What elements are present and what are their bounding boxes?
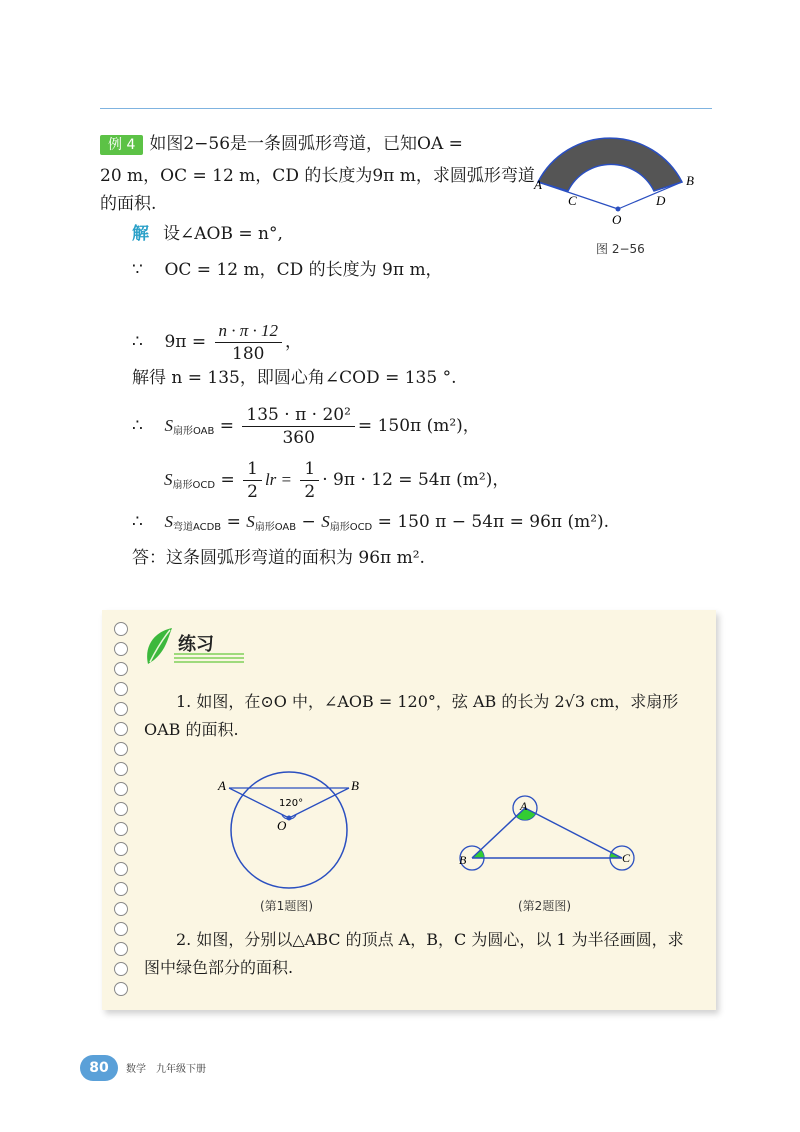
solution-set: 设∠AOB = n°, [163, 224, 283, 244]
q1-label-b: B [351, 778, 359, 793]
therefore-symbol-2: ∴ [132, 416, 143, 436]
radius-ob [618, 182, 682, 209]
q1-angle-label: 120° [279, 798, 304, 809]
side-ac [525, 808, 622, 858]
binder-ring [114, 642, 128, 656]
question-1-line-2: OAB 的面积. [144, 720, 239, 739]
eq3-fraction-2 [300, 458, 319, 503]
eq1-fraction [215, 320, 283, 365]
question-1-line-1: 1. 如图，在⊙O 中，∠AOB = 120°，弦 AB 的长为 2√3 cm，求扇形 [176, 692, 679, 711]
fig-label-b: B [686, 173, 694, 188]
binder-ring [114, 822, 128, 836]
binder-ring [114, 722, 128, 736]
binder-ring [114, 762, 128, 776]
binder-ring [114, 802, 128, 816]
fig-label-c: C [568, 193, 577, 208]
binder-ring [114, 882, 128, 896]
eq1-numerator: n · π · 12 [215, 320, 283, 343]
practice-title: 练习 [178, 634, 214, 655]
arc-road-region [538, 138, 682, 191]
center-point-o [287, 816, 292, 821]
eq4-s2: S [246, 512, 255, 531]
figure-question-1 [215, 770, 365, 890]
fig-label-d: D [656, 193, 666, 208]
solution-line-1 [132, 222, 283, 246]
binder-ring [114, 902, 128, 916]
eq2-denominator: 360 [282, 428, 315, 448]
example-line-1 [100, 132, 463, 156]
solution-line-4: 解得 n = 135，即圆心角∠COD = 135 °. [132, 368, 457, 388]
binder-ring [114, 962, 128, 976]
eq2-sub: 扇形OAB [172, 426, 215, 437]
eq3-right: · 9π · 12 = 54π (m²)， [322, 470, 510, 490]
example-text-1: 如图2−56是一条圆弧形弯道，已知OA = [149, 134, 463, 154]
eq4-sub3: 扇形OCD [329, 522, 373, 533]
center-point-o [616, 207, 621, 212]
eq1-left: 9π = [164, 332, 207, 352]
eq3-fraction-1 [243, 458, 262, 503]
solution-given: OC = 12 m，CD 的长度为 9π m， [164, 260, 443, 280]
question-2-line-1: 2. 如图，分别以△ABC 的顶点 A，B，C 为圆心，以 1 为半径画圆，求 [176, 930, 684, 949]
binder-ring [114, 982, 128, 996]
q1-label-o: O [277, 818, 287, 833]
binder-ring [114, 742, 128, 756]
fig-label-a: A [534, 177, 542, 192]
figure-question-2 [450, 790, 640, 880]
eq3-denominator-2: 2 [304, 482, 316, 502]
example-line-3: 的面积. [100, 194, 157, 214]
radius-oa [538, 182, 618, 209]
eq1-tail: ， [285, 332, 303, 352]
figure-2-56-caption: 图 2−56 [596, 242, 645, 256]
binder-ring [114, 842, 128, 856]
eq2-right: = 150π (m²)， [357, 416, 480, 436]
therefore-symbol-3: ∴ [132, 512, 143, 532]
eq4-sub1: 弯道ACDB [172, 522, 222, 533]
page-number: 80 [80, 1055, 118, 1081]
q2-label-b: B [459, 853, 467, 867]
eq3-denominator-1: 2 [247, 482, 258, 502]
because-symbol: ∵ [132, 260, 143, 280]
q2-label-c: C [622, 851, 631, 865]
binder-ring [114, 682, 128, 696]
equation-3: $S_{扇形OCD}$ = $\frac{1}{2}$ lr = $\frac{1}{2}$ · 9π · 12 = 54π (m²)， [164, 459, 510, 502]
binder-ring [114, 862, 128, 876]
q1-label-a: A [218, 778, 226, 793]
eq4-sub2: 扇形OAB [254, 522, 297, 533]
equation-1 [132, 320, 302, 365]
circle-o [231, 772, 347, 888]
equation-2: ∴ $S_{扇形OAB}$ = $\frac{\text{135 · π · 20²}}{360}$ = 150π (m²)， [132, 405, 480, 448]
binder-ring [114, 942, 128, 956]
solution-line-2 [132, 258, 443, 282]
binder-ring [114, 782, 128, 796]
fig-label-o: O [612, 212, 622, 227]
binder-ring [114, 662, 128, 676]
answer-line: 答：这条圆弧形弯道的面积为 96π m². [132, 548, 425, 568]
equation-4: ∴ $S_{弯道ACDB} = S_{扇形OAB} - S_{扇形OCD} = 150$ π − 54π = 96π (m²). [132, 512, 610, 533]
eq3-numerator-1: 1 [243, 458, 262, 481]
binder-ring [114, 702, 128, 716]
eq2-fraction [242, 404, 355, 449]
figure-question-1-caption: (第1题图) [260, 899, 313, 913]
eq4-s3: S [321, 512, 330, 531]
question-2-line-2: 图中绿色部分的面积. [144, 958, 294, 977]
eq4-s1: S [164, 512, 173, 531]
binder-ring [114, 922, 128, 936]
example-line-2: 20 m，OC = 12 m，CD 的长度为9π m，求圆弧形弯道 [100, 166, 535, 186]
footer-text: 数学 九年级下册 [126, 1064, 206, 1075]
q2-label-a: A [520, 799, 528, 813]
figure-question-2-caption: (第2题图) [518, 899, 571, 913]
therefore-symbol-1: ∴ [132, 332, 143, 352]
figure-2-56 [520, 125, 720, 230]
solution-label: 解 [132, 224, 149, 244]
example-badge: 例 4 [100, 135, 143, 155]
top-rule [100, 108, 712, 109]
eq2-s: S [164, 416, 173, 435]
eq2-numerator: 135 · π · 20² [242, 404, 355, 427]
eq3-mid: lr = [264, 470, 293, 489]
eq1-denominator: 180 [232, 344, 265, 364]
side-ab [472, 808, 525, 858]
binder-ring [114, 622, 128, 636]
eq3-numerator-2: 1 [300, 458, 319, 481]
eq3-sub: 扇形OCD [172, 480, 216, 491]
eq3-s: S [164, 470, 173, 489]
eq4-right: = 150 π − 54π = 96π (m²). [377, 512, 610, 532]
